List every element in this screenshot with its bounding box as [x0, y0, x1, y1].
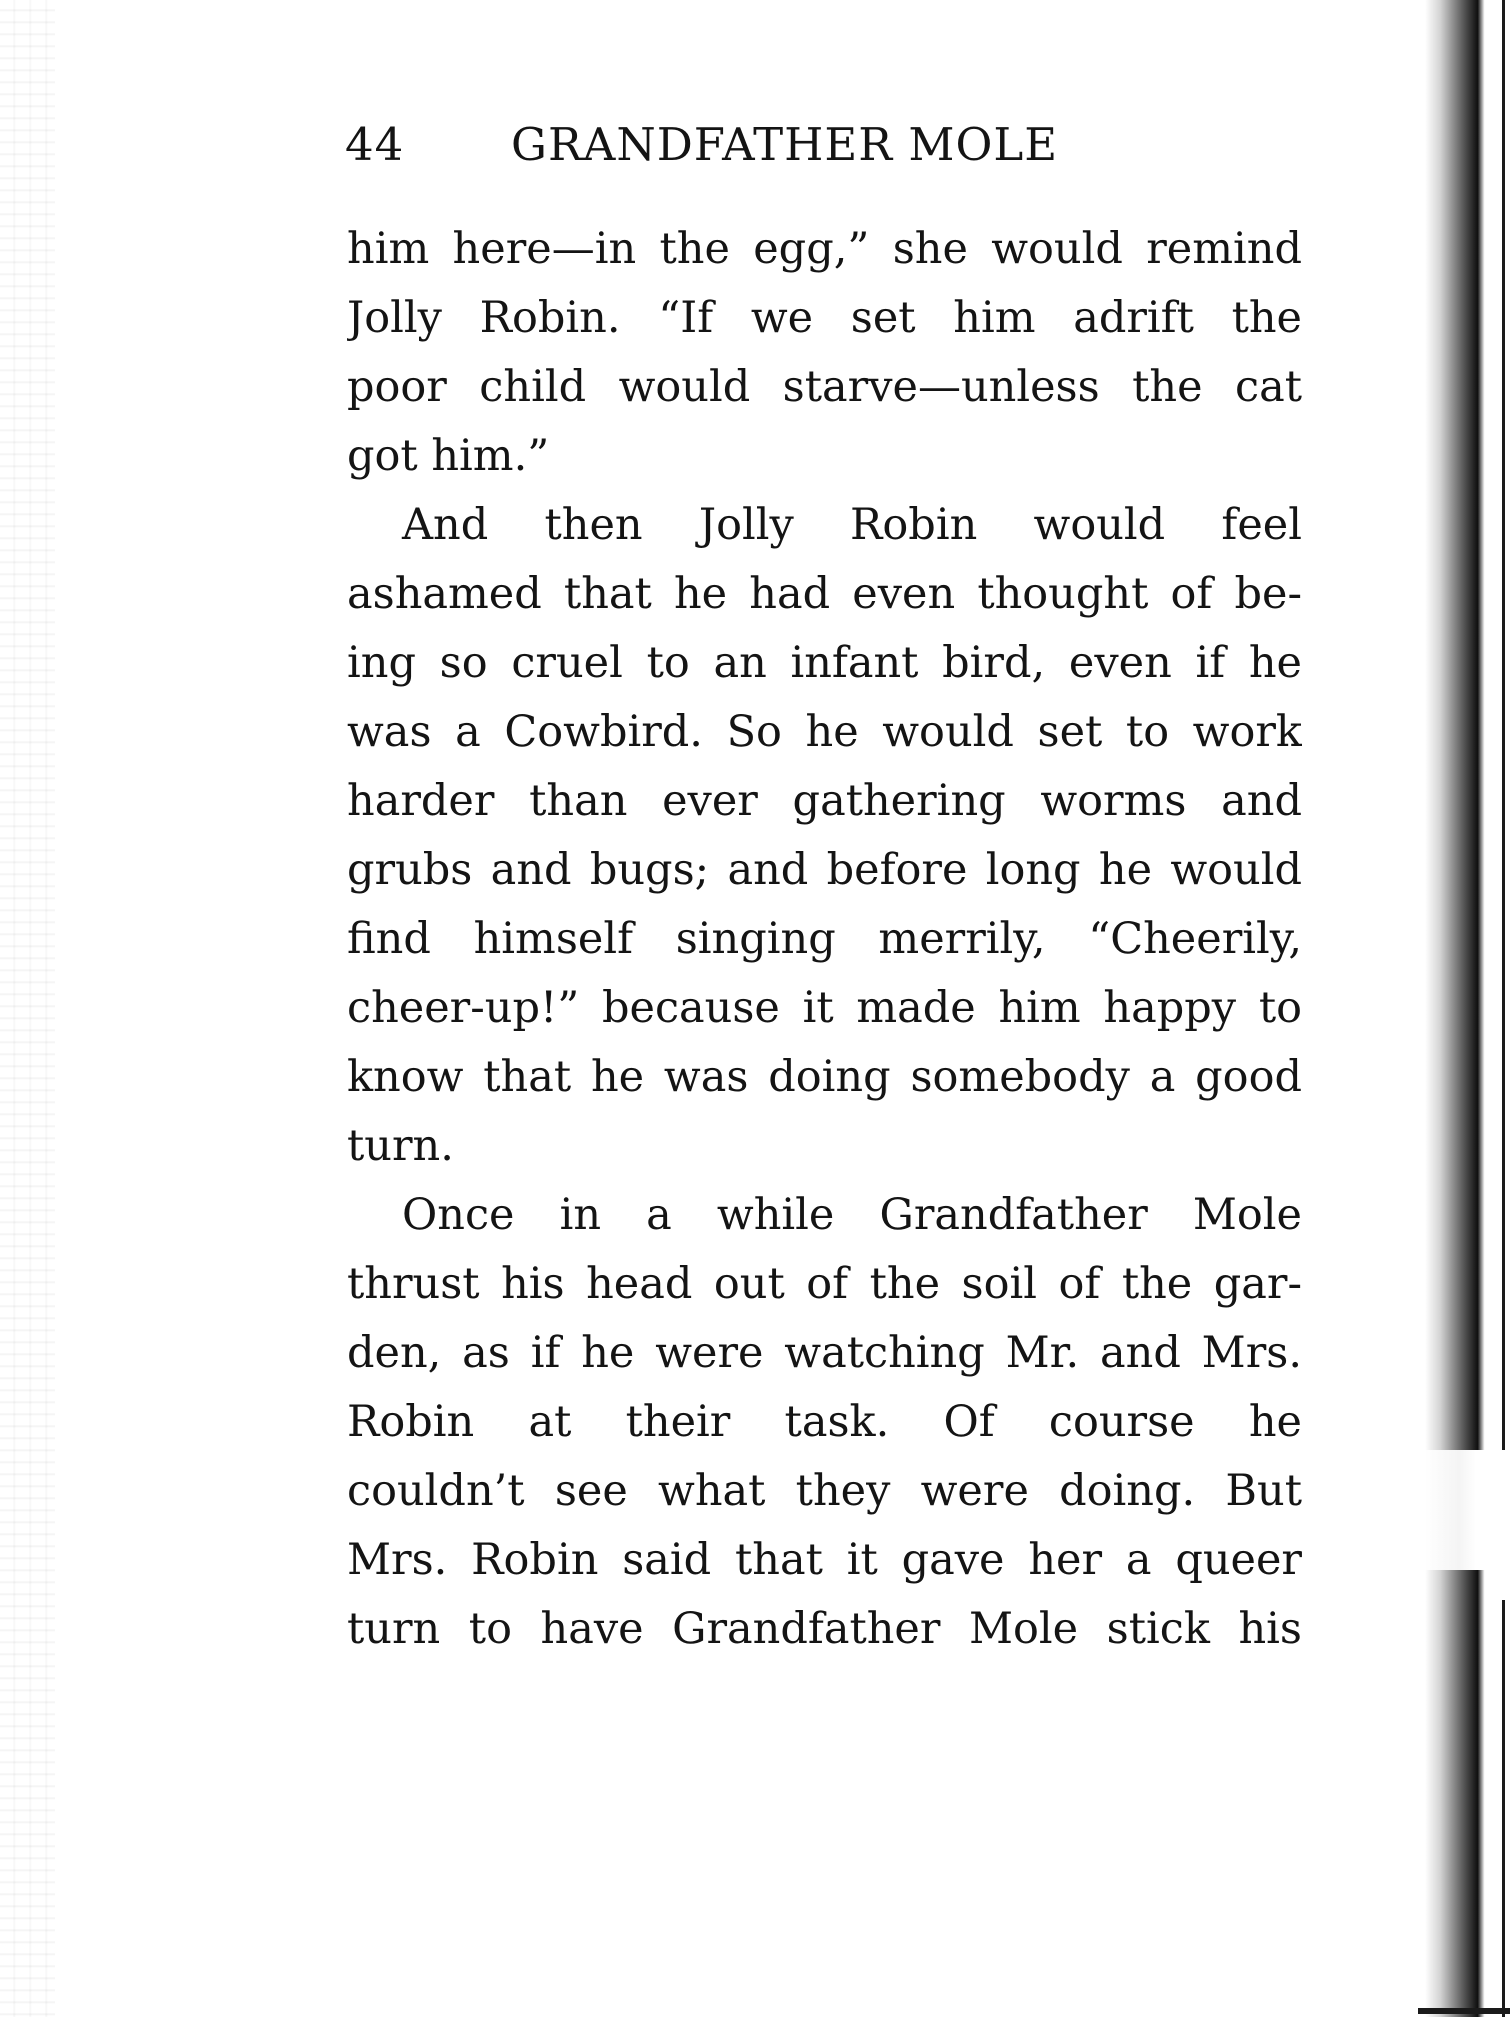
text-line: was a Cowbird. So he would set to work [347, 707, 1302, 757]
text-line: ashamed that he had even thought of be- [347, 569, 1302, 619]
text-line: thrust his head out of the soil of the gar- [347, 1259, 1302, 1309]
text-line: cheer-up!” because it made him happy to [347, 983, 1302, 1033]
running-title: GRANDFATHER MOLE [511, 118, 1059, 171]
running-head [345, 118, 1305, 178]
text-line: den, as if he were watching Mr. and Mrs. [347, 1328, 1302, 1378]
text-line: harder than ever gathering worms and [347, 776, 1302, 826]
text-line: find himself singing merrily, “Cheerily, [347, 914, 1302, 964]
page-number: 44 [345, 118, 405, 171]
paragraph-first-line: And then Jolly Robin would feel [402, 500, 1302, 550]
scan-gutter-left [0, 0, 55, 2017]
text-line: ing so cruel to an infant bird, even if he [347, 638, 1302, 688]
paragraph-first-line: Once in a while Grandfather Mole [402, 1190, 1302, 1240]
binding-shadow [1425, 0, 1510, 2017]
text-line: got him.” [347, 431, 550, 481]
page-bottom-edge [1418, 2008, 1510, 2014]
binding-shadow-gap [1425, 1450, 1510, 1570]
text-line: turn. [347, 1121, 454, 1171]
text-line: poor child would starve—unless the cat [347, 362, 1302, 412]
text-line: couldn’t see what they were doing. But [347, 1466, 1302, 1516]
text-line: turn to have Grandfather Mole stick his [347, 1604, 1302, 1654]
binding-edge-line [1502, 0, 1505, 1450]
text-line: grubs and bugs; and before long he would [347, 845, 1302, 895]
text-line: him here—in the egg,” she would remind [347, 224, 1302, 274]
text-line: Robin at their task. Of course he [347, 1397, 1302, 1447]
text-line: Jolly Robin. “If we set him adrift the [347, 293, 1302, 343]
text-line: know that he was doing somebody a good [347, 1052, 1302, 1102]
body-text [347, 215, 1302, 1664]
binding-edge-line-lower [1502, 1600, 1505, 2017]
text-line: Mrs. Robin said that it gave her a queer [347, 1535, 1302, 1585]
